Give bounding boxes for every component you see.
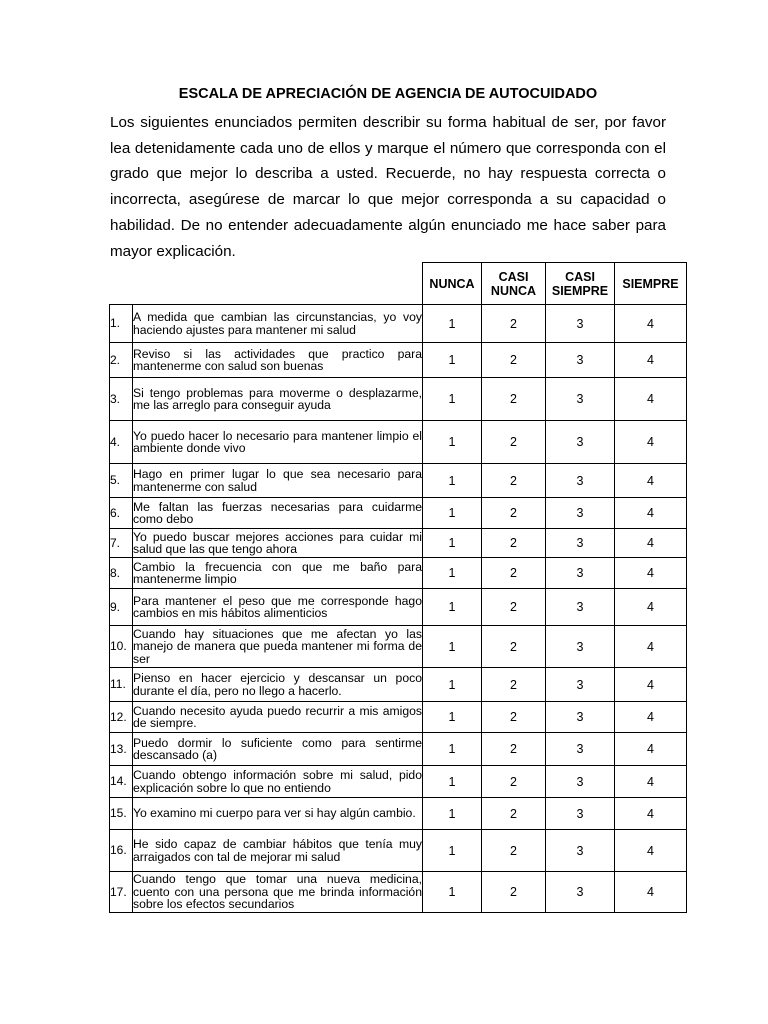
option-nunca[interactable]: 1 <box>423 421 482 464</box>
item-number: 16. <box>110 830 133 872</box>
option-nunca[interactable]: 1 <box>423 872 482 913</box>
item-statement: Yo puedo hacer lo necesario para mantener limpio el ambiente donde vivo <box>133 421 423 464</box>
option-casi-nunca[interactable]: 2 <box>482 733 546 766</box>
table-row <box>110 626 687 668</box>
item-number: 12. <box>110 702 133 733</box>
item-statement: He sido capaz de cambiar hábitos que tenía muy arraigados con tal de mejorar mi salud <box>133 830 423 872</box>
item-statement: Cuando necesito ayuda puedo recurrir a mis amigos de siempre. <box>133 702 423 733</box>
table-row <box>110 498 687 529</box>
option-siempre[interactable]: 4 <box>615 529 687 558</box>
option-nunca[interactable]: 1 <box>423 529 482 558</box>
table-row <box>110 464 687 498</box>
option-casi-siempre[interactable]: 3 <box>546 766 615 798</box>
item-statement: Cambio la frecuencia con que me baño para mantenerme limpio <box>133 558 423 589</box>
option-casi-nunca[interactable]: 2 <box>482 343 546 378</box>
option-siempre[interactable]: 4 <box>615 626 687 668</box>
option-siempre[interactable]: 4 <box>615 558 687 589</box>
option-siempre[interactable]: 4 <box>615 798 687 830</box>
table-row <box>110 798 687 830</box>
option-casi-siempre[interactable]: 3 <box>546 378 615 421</box>
option-casi-siempre[interactable]: 3 <box>546 830 615 872</box>
option-siempre[interactable]: 4 <box>615 733 687 766</box>
table-row <box>110 343 687 378</box>
option-casi-nunca[interactable]: 2 <box>482 589 546 626</box>
option-casi-siempre[interactable]: 3 <box>546 626 615 668</box>
table-row <box>110 668 687 702</box>
option-casi-siempre[interactable]: 3 <box>546 529 615 558</box>
option-nunca[interactable]: 1 <box>423 668 482 702</box>
option-casi-nunca[interactable]: 2 <box>482 798 546 830</box>
item-statement: Hago en primer lugar lo que sea necesario para mantenerme con salud <box>133 464 423 498</box>
item-statement: Pienso en hacer ejercicio y descansar un poco durante el día, pero no llego a hacerlo. <box>133 668 423 702</box>
option-casi-siempre[interactable]: 3 <box>546 305 615 343</box>
page-title: ESCALA DE APRECIACIÓN DE AGENCIA DE AUTOCUIDADO <box>178 86 598 102</box>
item-statement: Yo examino mi cuerpo para ver si hay algún cambio. <box>133 798 423 830</box>
item-number: 1. <box>110 305 133 343</box>
item-number: 13. <box>110 733 133 766</box>
option-casi-siempre[interactable]: 3 <box>546 872 615 913</box>
option-casi-nunca[interactable]: 2 <box>482 766 546 798</box>
option-nunca[interactable]: 1 <box>423 626 482 668</box>
table-row <box>110 589 687 626</box>
intro-paragraph: Los siguientes enunciados permiten describir su forma habitual de ser, por favor lea detenidamente cada uno de ellos y marque el número que corresponda con el grado que mejor lo describa a usted. Recuerde, no hay respuesta correcta o incorrecta, asegúrese de marcar lo que mejor corresponda a su capacidad o habilidad. De no entender adecuadamente algún enunciado me hace saber para mayor explicación. <box>110 114 666 260</box>
option-nunca[interactable]: 1 <box>423 378 482 421</box>
option-nunca[interactable]: 1 <box>423 702 482 733</box>
scale-table <box>109 262 687 913</box>
item-number: 10. <box>110 626 133 668</box>
option-nunca[interactable]: 1 <box>423 733 482 766</box>
option-casi-siempre[interactable]: 3 <box>546 702 615 733</box>
option-siempre[interactable]: 4 <box>615 766 687 798</box>
option-nunca[interactable]: 1 <box>423 589 482 626</box>
table-row <box>110 378 687 421</box>
item-statement: Puedo dormir lo suficiente como para sentirme descansado (a) <box>133 733 423 766</box>
table-row <box>110 421 687 464</box>
header-blank-cell <box>110 263 423 305</box>
option-nunca[interactable]: 1 <box>423 464 482 498</box>
header-casi-siempre: CASI SIEMPRE <box>546 263 615 305</box>
option-casi-nunca[interactable]: 2 <box>482 464 546 498</box>
option-casi-nunca[interactable]: 2 <box>482 529 546 558</box>
option-nunca[interactable]: 1 <box>423 830 482 872</box>
option-casi-nunca[interactable]: 2 <box>482 421 546 464</box>
option-casi-siempre[interactable]: 3 <box>546 558 615 589</box>
option-nunca[interactable]: 1 <box>423 305 482 343</box>
option-siempre[interactable]: 4 <box>615 668 687 702</box>
option-siempre[interactable]: 4 <box>615 589 687 626</box>
option-casi-nunca[interactable]: 2 <box>482 558 546 589</box>
option-siempre[interactable]: 4 <box>615 872 687 913</box>
option-siempre[interactable]: 4 <box>615 421 687 464</box>
item-statement: Si tengo problemas para moverme o desplazarme, me las arreglo para conseguir ayuda <box>133 378 423 421</box>
table-row <box>110 766 687 798</box>
option-siempre[interactable]: 4 <box>615 378 687 421</box>
option-casi-siempre[interactable]: 3 <box>546 668 615 702</box>
table-row <box>110 558 687 589</box>
option-casi-siempre[interactable]: 3 <box>546 498 615 529</box>
header-row <box>110 263 687 305</box>
option-casi-nunca[interactable]: 2 <box>482 626 546 668</box>
item-number: 7. <box>110 529 133 558</box>
header-siempre: SIEMPRE <box>615 263 687 305</box>
item-statement: Para mantener el peso que me corresponde hago cambios en mis hábitos alimenticios <box>133 589 423 626</box>
item-number: 4. <box>110 421 133 464</box>
option-siempre[interactable]: 4 <box>615 830 687 872</box>
header-nunca: NUNCA <box>423 263 482 305</box>
item-number: 17. <box>110 872 133 913</box>
item-number: 14. <box>110 766 133 798</box>
option-casi-siempre[interactable]: 3 <box>546 421 615 464</box>
option-siempre[interactable]: 4 <box>615 702 687 733</box>
option-casi-nunca[interactable]: 2 <box>482 830 546 872</box>
option-siempre[interactable]: 4 <box>615 305 687 343</box>
option-casi-nunca[interactable]: 2 <box>482 702 546 733</box>
item-number: 8. <box>110 558 133 589</box>
option-nunca[interactable]: 1 <box>423 798 482 830</box>
option-casi-nunca[interactable]: 2 <box>482 378 546 421</box>
item-number: 3. <box>110 378 133 421</box>
item-statement: Yo puedo buscar mejores acciones para cuidar mi salud que las que tengo ahora <box>133 529 422 556</box>
option-siempre[interactable]: 4 <box>615 464 687 498</box>
table-row <box>110 305 687 343</box>
option-siempre[interactable]: 4 <box>615 343 687 378</box>
table-row <box>110 733 687 766</box>
item-statement: Cuando hay situaciones que me afectan yo las manejo de manera que pueda mantener mi forma de ser <box>133 626 422 666</box>
option-casi-siempre[interactable]: 3 <box>546 798 615 830</box>
option-casi-nunca[interactable]: 2 <box>482 668 546 702</box>
item-number: 5. <box>110 464 133 498</box>
item-statement: Me faltan las fuerzas necesarias para cuidarme como debo <box>133 498 423 529</box>
header-casi-nunca: CASI NUNCA <box>482 263 546 305</box>
option-siempre[interactable]: 4 <box>615 498 687 529</box>
option-casi-siempre[interactable]: 3 <box>546 464 615 498</box>
item-number: 9. <box>110 589 133 626</box>
option-casi-nunca[interactable]: 2 <box>482 498 546 529</box>
item-number: 11. <box>110 668 133 702</box>
item-statement: Cuando tengo que tomar una nueva medicina, cuento con una persona que me brinda información sobre los efectos secundarios <box>133 872 422 912</box>
item-statement: Reviso si las actividades que practico para mantenerme con salud son buenas <box>133 343 423 378</box>
option-casi-siempre[interactable]: 3 <box>546 733 615 766</box>
item-number: 15. <box>110 798 133 830</box>
item-number: 6. <box>110 498 133 529</box>
option-nunca[interactable]: 1 <box>423 343 482 378</box>
item-statement: A medida que cambian las circunstancias, yo voy haciendo ajustes para mantener mi salud <box>133 305 423 343</box>
option-casi-siempre[interactable]: 3 <box>546 589 615 626</box>
option-casi-siempre[interactable]: 3 <box>546 343 615 378</box>
table-row <box>110 872 687 913</box>
option-casi-nunca[interactable]: 2 <box>482 872 546 913</box>
item-statement: Cuando obtengo información sobre mi salud, pido explicación sobre lo que no entiendo <box>133 766 423 798</box>
table-row <box>110 529 687 558</box>
option-nunca[interactable]: 1 <box>423 766 482 798</box>
table-row <box>110 830 687 872</box>
table-row <box>110 702 687 733</box>
option-nunca[interactable]: 1 <box>423 558 482 589</box>
item-number: 2. <box>110 343 133 378</box>
option-casi-nunca[interactable]: 2 <box>482 305 546 343</box>
option-nunca[interactable]: 1 <box>423 498 482 529</box>
